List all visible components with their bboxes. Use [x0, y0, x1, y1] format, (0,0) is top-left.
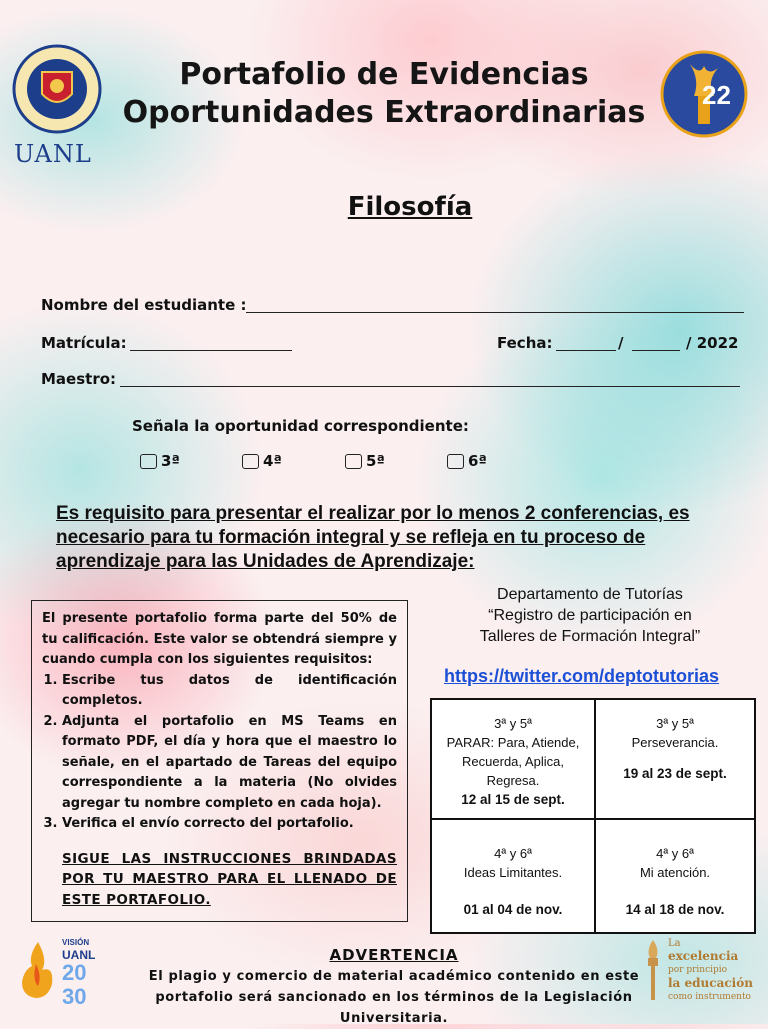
vision-label: VISIÓN [62, 938, 90, 947]
torch-icon [642, 938, 664, 1002]
slogan-educacion: la educación [668, 976, 753, 990]
workshop-name: Ideas Limitantes. [463, 865, 563, 880]
slogan-excelencia: excelencia [668, 949, 739, 963]
workshop-opportunity: 4ª y 6ª [494, 846, 532, 861]
teacher-label: Maestro: [41, 370, 117, 388]
instructions-note: SIGUE LAS INSTRUCCIONES BRINDADAS POR TU MAESTRO PARA EL LLENADO DE ESTE PORTAFOLIO. [62, 850, 397, 908]
option-3[interactable]: 3ª [140, 452, 180, 470]
slogan-principio: por principio [668, 965, 728, 975]
department-subtitle-1: “Registro de participación en [488, 607, 692, 624]
twitter-link[interactable]: https://twitter.com/deptotutorias [444, 666, 720, 686]
slogan-instrumento: como instrumento [668, 992, 751, 1002]
id-field[interactable] [130, 350, 292, 351]
workshop-cell [430, 698, 596, 820]
workshop-dates: 14 al 18 de nov. [625, 902, 725, 917]
workshop-dates: 12 al 15 de sept. [461, 792, 565, 807]
prepa-number: 22 [702, 80, 731, 110]
workshop-opportunity: 3ª y 5ª [494, 716, 532, 731]
subject-title: Filosofía [347, 192, 473, 222]
requirement-text: Es requisito para presentar el realizar por lo menos 2 conferencias, es necesario para tu formación integral y se refleja en tu proceso de aprendizaje para las Unidades de Aprendizaje: [56, 503, 690, 572]
department-block [440, 584, 740, 647]
uanl-seal-icon [12, 44, 102, 134]
checkbox-4[interactable] [242, 454, 259, 469]
warning-title: ADVERTENCIA [329, 946, 459, 964]
checkbox-3[interactable] [140, 454, 157, 469]
date-separator: / [618, 334, 624, 352]
workshop-dates: 19 al 23 de sept. [623, 766, 727, 781]
slogan-logo [642, 936, 762, 1008]
option-6[interactable]: 6ª [447, 452, 487, 470]
uanl-text: UANL [14, 140, 92, 168]
title-line-2: Oportunidades Extraordinarias [122, 95, 646, 130]
checkbox-5[interactable] [345, 454, 362, 469]
title-line-1: Portafolio de Evidencias [179, 57, 589, 92]
slogan-la: La [668, 938, 681, 949]
flame-icon [18, 940, 58, 1000]
list-item: 3. Verifica el envío correcto del portafolio. [62, 814, 397, 835]
warning-text: El plagio y comercio de material académico contenido en este portafolio será sancionado en los términos de la Legislación Universitaria. [148, 969, 640, 1026]
prepa-22-logo [660, 50, 750, 140]
vision-year-2: 30 [62, 984, 87, 1009]
workshop-name: Mi atención. [639, 865, 711, 880]
list-item: 1. Escribe tus datos de identificación completos. [62, 671, 397, 712]
student-name-field[interactable] [246, 312, 744, 313]
date-month-field[interactable] [632, 350, 680, 351]
vision-year-1: 20 [62, 960, 87, 985]
id-label: Matrícula: [41, 334, 127, 352]
list-item: 2. Adjunta el portafolio en MS Teams en formato PDF, el día y hora que el maestro lo señale, en el apartado de Tareas del equipo correspondiente a la materia (No olvides agregar tu nombre completo en cada hoja). [62, 712, 397, 815]
uanl-logo [10, 44, 105, 169]
workshop-grid [430, 698, 756, 934]
opportunity-prompt: Señala la oportunidad correspondiente: [132, 417, 469, 435]
date-label: Fecha: [497, 334, 553, 352]
workshop-cell [430, 818, 596, 934]
option-5[interactable]: 5ª [345, 452, 385, 470]
date-year: / 2022 [686, 334, 739, 352]
workshop-dates: 01 al 04 de nov. [463, 902, 563, 917]
department-name: Departamento de Tutorías [497, 586, 683, 603]
checkbox-6[interactable] [447, 454, 464, 469]
page-title [110, 56, 658, 132]
workshop-opportunity: 3ª y 5ª [656, 716, 694, 731]
info-intro: El presente portafolio forma parte del 50% de tu calificación. Este valor se obtendrá siempre y cuando cumpla con los siguientes requisitos: [42, 611, 397, 667]
info-box [31, 600, 408, 922]
teacher-field[interactable] [120, 386, 740, 387]
workshop-cell [594, 818, 756, 934]
vision-2030-logo [18, 936, 98, 1016]
option-4[interactable]: 4ª [242, 452, 282, 470]
workshop-name: PARAR: Para, Atiende, Recuerda, Aplica, Regresa. [446, 735, 580, 788]
date-day-field[interactable] [556, 350, 616, 351]
vision-uanl: UANL [62, 948, 96, 962]
workshop-opportunity: 4ª y 6ª [656, 846, 694, 861]
workshop-name: Perseverancia. [631, 735, 719, 750]
requirements-list [42, 671, 397, 835]
department-subtitle-2: Talleres de Formación Integral” [479, 628, 701, 645]
workshop-cell [594, 698, 756, 820]
student-name-label: Nombre del estudiante : [41, 296, 247, 314]
